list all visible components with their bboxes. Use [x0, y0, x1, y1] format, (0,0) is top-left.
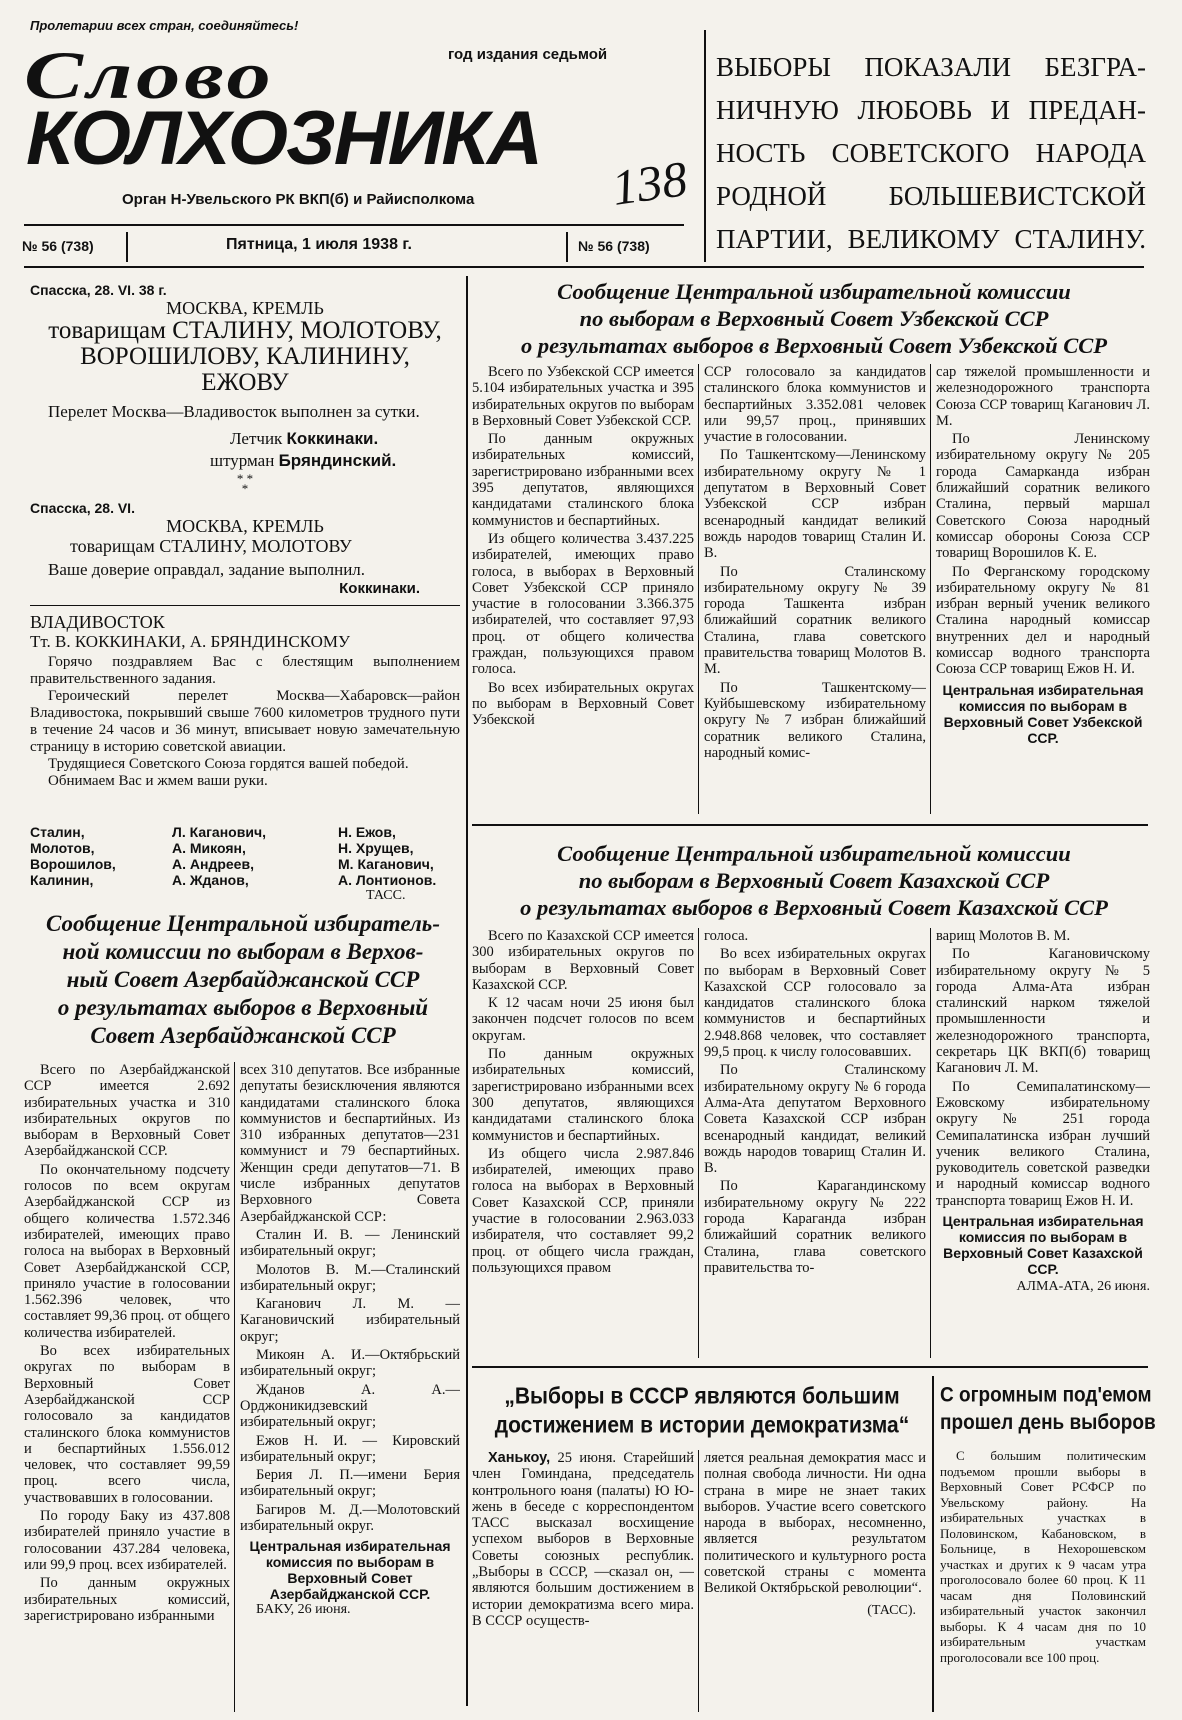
- masthead-subtitle: Орган Н-Увельского РК ВКП(б) и Райисполкома: [122, 191, 475, 208]
- democracy-heading-line: достижением в истории демократизма“: [494, 1413, 910, 1438]
- reply-place: ВЛАДИВОСТОК: [30, 612, 165, 632]
- kazakh-heading-line: о результатах выборов в Верховный Совет Казахской ССР: [520, 895, 1108, 920]
- kazakh-col-rule: [930, 928, 931, 1358]
- top-slogan: [716, 46, 1146, 261]
- telegram2-to: МОСКВА, КРЕМЛЬ: [166, 516, 324, 536]
- democracy-paragraph: [472, 1450, 694, 1629]
- issue-number-left: № 56 (738): [22, 238, 94, 254]
- azerbaijan-paragraph: Берия Л. П.—имени Берия избирательный округ;: [240, 1467, 460, 1500]
- reply-paragraph: Героический перелет Москва—Хабаровск—район Владивостока, покрывший свыше 7600 километров трудного пути в течение 24 часов и 36 минут, вписывает новую замечательную страницу в историю советской авиации.: [30, 688, 460, 755]
- telegram1-names: [30, 318, 460, 396]
- democracy-dateline: Ханькоу,: [488, 1450, 551, 1466]
- column-rule-main: [466, 276, 468, 1706]
- uzbek-paragraph: Из общего количества 3.437.225 избирателей, имеющих право голоса, в выборах в Верховный Совет Узбекской ССР приняло участие в голосовании 3.366.375 избирателей, что составляет 97,93 проц. от общего количества граждан, пользующихся правом голоса.: [472, 530, 694, 678]
- uzbek-paragraph: сар тяжелой промышленности и железнодорожного транспорта Союза ССР товарищ Каганович Л. М.: [936, 364, 1150, 429]
- uzbek-heading: [476, 278, 1152, 359]
- uzbek-col3: [936, 364, 1150, 814]
- issue-divider-right: [566, 232, 568, 262]
- uzbek-paragraph: ССР голосовало за кандидатов сталинского блока коммунистов и беспартийных 3.352.081 человек или 99,57 проц., принявших участие в голосовании.: [704, 364, 926, 446]
- uzbek-paragraph: По данным окружных избирательных комиссий, зарегистрировано избранными всех 395 депутатов, являющихся кандидатами сталинского блока коммунистов и беспартийных.: [472, 431, 694, 529]
- democracy-paragraph: ляется реальная демократия масс и полная свобода личности. Ни одна страна в мире не знает таких выборов. Участие всего советского народа в выборах, несомненно, является результатом политического и культурного роста советской страны с момента Великой Октябрьской революции“.: [704, 1450, 926, 1597]
- azerbaijan-paragraph: Молотов В. М.—Сталинский избирательный округ;: [240, 1261, 460, 1294]
- stars-separator: * * *: [236, 471, 254, 496]
- issue-divider-left: [126, 232, 128, 262]
- democracy-tass: (ТАСС).: [867, 1602, 916, 1618]
- kazakh-heading: [476, 840, 1152, 921]
- reply-text: [30, 654, 460, 790]
- signer: Н. Ежов,: [338, 824, 396, 840]
- azerbaijan-paragraph: всех 310 депутатов. Все избранные депутаты безисключения являются кандидатами сталинского блока коммунистов и беспартийных. Из 310 избранных депутатов—231 коммунист и 79 беспартийных. Женщин среди депутатов—71. В числе избранных депутатов Верховного Совета Азербайджанской ССР:: [240, 1062, 460, 1225]
- azerbaijan-paragraph: Ежов Н. И. — Кировский избирательный округ;: [240, 1432, 460, 1465]
- azerbaijan-paragraph: Микоян А. И.—Октябрьский избирательный округ;: [240, 1347, 460, 1380]
- local-heading-line: прошел день выборов: [940, 1411, 1156, 1435]
- uzbek-paragraph: По Ташкентскому—Ленинскому избирательному округу № 1 депутатом в Верховный Совет Узбекской ССР избран всенародный кандидат великий вождь народов товарищ Сталин И. В.: [704, 447, 926, 562]
- kazakh-col3: [936, 928, 1150, 1358]
- azerbaijan-heading-line: Совет Азербайджанской ССР: [90, 1023, 396, 1048]
- uzbek-col2: [704, 364, 926, 814]
- azerbaijan-signature: Центральная избирательная комиссия по выборам в Верховный Совет Азербайджанской ССР.: [249, 1538, 451, 1603]
- azerbaijan-paragraph: По данным окружных избирательных комиссий, зарегистрировано избранными: [24, 1575, 230, 1624]
- reply-paragraph: Трудящиеся Советского Союза гордятся вашей победой.: [48, 756, 409, 772]
- telegram1-navigator: Бряндинский.: [278, 451, 397, 470]
- telegram-divider: [30, 605, 460, 606]
- azerbaijan-paragraph: По окончательному подсчету голосов по всем округам Азербайджанской ССР из общего количества 1.572.346 избирателей, имеющих право голоса на выборах в Верховный Совет Азербайджанской ССР, приняло участие в голосовании 1.562.396 человек, что составляет 99,36 проц. от общего количества избирателей.: [24, 1161, 230, 1341]
- local-text: [940, 1448, 1146, 1712]
- top-slogan-line: НОСТЬ СОВЕТСКОГО НАРОДА: [716, 138, 1146, 168]
- kazakh-paragraph: К 12 часам ночи 25 июня был закончен подсчет голосов по всем округам.: [472, 995, 694, 1044]
- signer: М. Каганович,: [338, 856, 434, 872]
- uzbek-signature: Центральная избирательная комиссия по выборам в Верховный Совет Узбекской ССР.: [942, 681, 1144, 746]
- uzbek-paragraph: Во всех избирательных округах по выборам в Верховный Совет Узбекской: [472, 679, 694, 729]
- kazakh-paragraph: Из общего числа 2.987.846 избирателей, имеющих право голоса на выборах в Верховный Совет Казахской ССР, приняли участие в голосовании 2.963.033 избирателя, что составляет 99,2 проц. от общего числа граждан, пользующихся правом: [472, 1145, 694, 1276]
- uzbek-bottom-rule: [472, 824, 1148, 826]
- democracy-col-rule: [698, 1450, 699, 1712]
- masthead-title-main: КОЛХОЗНИКА: [26, 96, 541, 181]
- azerbaijan-paragraph: Каганович Л. М. — Кагановичский избирательный округ;: [240, 1296, 460, 1345]
- top-slogan-line: РОДНОЙ БОЛЬШЕВИСТСКОЙ: [716, 181, 1146, 211]
- reply-paragraph: Обнимаем Вас и жмем ваши руки.: [48, 773, 268, 789]
- kazakh-col1: [472, 928, 694, 1358]
- uzbek-paragraph: По Ленинскому избирательному округу № 205 города Самарканда избран ближайший соратник великого Сталина, первый маршал Советского Союза народный комиссар обороны Союза ССР товарищ Ворошилов К. Е.: [936, 431, 1150, 562]
- azerbaijan-paragraph: Всего по Азербайджанской ССР имеется 2.692 избирательных участка и 310 избирательных округов по выборам в Верховный Совет Азербайджанской ССР.: [24, 1062, 230, 1160]
- kazakh-paragraph: Во всех избирательных округах по выборам в Верховный Совет Казахской ССР голосовало за кандидатов сталинского блока коммунистов и беспартийных 2.948.868 человек, что составляет 99,5 проц. к числу голосовавших.: [704, 946, 926, 1061]
- signer: Молотов,: [30, 840, 95, 856]
- kazakh-bottom-rule: [472, 1366, 1148, 1368]
- telegram1-role: Летчик: [230, 429, 283, 448]
- top-slogan-line: ПАРТИИ, ВЕЛИКОМУ СТАЛИНУ.: [716, 224, 1146, 254]
- signer: А. Андреев,: [172, 856, 254, 872]
- local-heading: [940, 1382, 1156, 1437]
- azerbaijan-paragraph: Багиров М. Д.—Молотовский избирательный округ.: [240, 1501, 460, 1535]
- signer: А. Лонтионов.: [338, 872, 437, 888]
- masthead-title-top: Слово: [24, 37, 275, 113]
- kazakh-heading-line: по выборам в Верховный Совет Казахской ССР: [578, 868, 1050, 893]
- uzbek-paragraph: По Ташкентскому—Куйбышевскому избирательному округу № 7 избран ближайший соратник великого Сталина, народный комис-: [704, 679, 926, 761]
- issue-number-right: № 56 (738): [578, 238, 650, 254]
- democracy-col2: [704, 1450, 926, 1712]
- slogan: Пролетарии всех стран, соединяйтесь!: [30, 18, 299, 33]
- masthead-vertical-rule: [704, 30, 706, 262]
- azerbaijan-place: БАКУ, 26 июня.: [256, 1602, 351, 1618]
- kazakh-paragraph: варищ Молотов В. М.: [936, 928, 1071, 944]
- signer: Л. Каганович,: [172, 824, 266, 840]
- local-paragraph: С большим политическим подъемом прошли выборы в Верховный Совет РСФСР по Увельскому району. На избирательных участках в Половинском, Кабановском, в Больнице, в Нехорошевском участках и других к 9 часам утра проголосовало более 60 проц. К 11 часам дня Половинский избирательный участок закончил выборы. К 4 часам дня по 10 избирательным участкам проголосовали все 100 проц.: [940, 1448, 1146, 1665]
- uzbek-heading-line: о результатах выборов в Верховный Совет Узбекской ССР: [521, 333, 1107, 358]
- telegram2-text: Ваше доверие оправдал, задание выполнил.: [48, 560, 366, 579]
- kazakh-paragraph: По Семипалатинскому—Ежовскому избирательному округу № 251 города Семипалатинска избран лучший ученик великого Сталина, руководитель советской разведки и народный комиссар водного транспорта товарищ Ежов Н. И.: [936, 1078, 1150, 1209]
- azerbaijan-heading: [26, 910, 460, 1050]
- signer: А. Жданов,: [172, 872, 249, 888]
- signer: Ворошилов,: [30, 856, 116, 872]
- signer: А. Микоян,: [172, 840, 246, 856]
- signer: Сталин,: [30, 824, 85, 840]
- uzbek-paragraph: По Ферганскому городскому избирательному округу № 81 избран верный ученик великого Сталина народный комиссар внутренних дел и народный комиссар водного транспорта Союза ССР товарищ Ежов Н. И.: [936, 563, 1150, 678]
- local-rule: [932, 1376, 934, 1712]
- azerbaijan-paragraph: Жданов А. А.—Орджоникидзевский избирательный округ;: [240, 1381, 460, 1431]
- telegram1-name-line: ВОРОШИЛОВУ, КАЛИНИНУ,: [80, 343, 410, 370]
- uzbek-heading-line: Сообщение Центральной избирательной комиссии: [557, 279, 1071, 304]
- top-slogan-line: НИЧНУЮ ЛЮБОВЬ И ПРЕДАН-: [716, 95, 1146, 125]
- uzbek-heading-line: по выборам в Верховный Совет Узбекской ССР: [579, 306, 1049, 331]
- azerbaijan-col1: [24, 1062, 230, 1712]
- kazakh-col2: [704, 928, 926, 1358]
- publication-year: год издания седьмой: [448, 46, 608, 63]
- uzbek-paragraph: Всего по Узбекской ССР имеется 5.104 избирательных участка и 395 избирательных округов по выборам в Верховный Совет Узбекской ССР.: [472, 364, 694, 429]
- azerbaijan-heading-line: о результатах выборов в Верховный: [57, 995, 429, 1020]
- azerbaijan-col-rule: [234, 1062, 235, 1712]
- telegram1-place: Спасска, 28. VI. 38 г.: [30, 282, 167, 298]
- kazakh-col-rule: [698, 928, 699, 1358]
- democracy-col1: [472, 1450, 694, 1712]
- flight-telegrams: [30, 282, 460, 790]
- telegram1-signature: [30, 428, 460, 472]
- democracy-heading: [474, 1382, 930, 1440]
- democracy-heading-line: „Выборы в СССР являются большим: [504, 1384, 900, 1409]
- masthead-rule: [24, 224, 684, 226]
- uzbek-col1: [472, 364, 694, 814]
- signer: Калинин,: [30, 872, 94, 888]
- issue-date: Пятница, 1 июля 1938 г.: [226, 236, 412, 253]
- azerbaijan-col2: [240, 1062, 460, 1712]
- kazakh-signature: Центральная избирательная комиссия по выборам в Верховный Совет Казахской ССР.: [942, 1213, 1144, 1278]
- democracy-text: 25 июня. Старейший член Гоминдана, председатель контрольного юаня (палаты) Ю Ю-жень в беседе с корреспондентом ТАСС высказал восхищение успехом выборов в Верховные Советы союзных республик. „Выборы в СССР, —сказал он, — являются большим достижением в истории демократизма всего мира. В СССР осуществ-: [472, 1450, 694, 1629]
- telegram2-signature: Коккинаки.: [339, 580, 420, 597]
- kazakh-paragraph: По данным окружных избирательных комиссий, зарегистрировано избранными всех 300 депутатов, являющихся кандидатами сталинского блока коммунистов и беспартийных.: [472, 1046, 694, 1144]
- kazakh-paragraph: По Кагановичскому избирательному округу № 5 города Алма-Ата избран сталинский нарком тяжелой промышленности и железнодорожного транспорта, секретарь ЦК ВКП(б) товарищ Каганович Л. М.: [936, 946, 1150, 1077]
- azerbaijan-paragraph: Сталин И. В. — Ленинский избирательный округ;: [240, 1226, 460, 1260]
- telegram1-pilot: Коккинаки.: [286, 429, 379, 448]
- kazakh-paragraph: По Карагандинскому избирательному округу № 222 города Караганда избран ближайший соратник великого Сталина, глава советского правительства то-: [704, 1178, 926, 1276]
- kazakh-heading-line: Сообщение Центральной избирательной комиссии: [557, 841, 1071, 866]
- header-bottom-rule: [24, 266, 1144, 268]
- telegram1-text: Перелет Москва—Владивосток выполнен за сутки.: [48, 402, 420, 421]
- reply-paragraph: Горячо поздравляем Вас с блестящим выполнением правительственного задания.: [30, 654, 460, 687]
- telegram1-to: МОСКВА, КРЕМЛЬ: [166, 298, 324, 318]
- telegram1-name-line: ЕЖОВУ: [201, 369, 289, 396]
- uzbek-paragraph: По Сталинскому избирательному округу № 39 города Ташкента избран ближайший соратник великого Сталина, глава советского правительства товарищ Молотов В. М.: [704, 563, 926, 678]
- uzbek-col-rule: [698, 364, 699, 814]
- telegram2-names: товарищам СТАЛИНУ, МОЛОТОВУ: [70, 536, 352, 556]
- uzbek-col-rule: [930, 364, 931, 814]
- kazakh-place: АЛМА-АТА, 26 июня.: [1016, 1279, 1150, 1295]
- kazakh-paragraph: голоса.: [704, 928, 749, 944]
- azerbaijan-heading-line: ной комиссии по выборам в Верхов-: [62, 939, 424, 964]
- telegram2-place: Спасска, 28. VI.: [30, 500, 135, 516]
- kazakh-paragraph: Всего по Казахской ССР имеется 300 избирательных округов по выборам в Верховный Совет Казахской ССР.: [472, 928, 694, 993]
- azerbaijan-heading-line: Сообщение Центральной избиратель-: [46, 911, 440, 936]
- telegram1-name-line: товарищам СТАЛИНУ, МОЛОТОВУ,: [48, 317, 442, 344]
- local-heading-line: С огромным под'емом: [940, 1383, 1152, 1407]
- azerbaijan-paragraph: Во всех избирательных округах по выборам в Верховный Совет Азербайджанской ССР голосовало за кандидатов сталинского блока коммунистов и беспартийных 1.556.012 человек, что составляет 99,59 проц. всего числа, участвовавших в голосовании.: [24, 1343, 230, 1506]
- reply-to: Тт. В. КОККИНАКИ, А. БРЯНДИНСКОМУ: [30, 632, 351, 651]
- azerbaijan-paragraph: По городу Баку из 437.808 избирателей приняло участие в голосовании 437.284 человека, или 99,9 проц. всех избирателей.: [24, 1508, 230, 1573]
- top-slogan-line: ВЫБОРЫ ПОКАЗАЛИ БЕЗГРА-: [716, 52, 1146, 82]
- azerbaijan-heading-line: ный Совет Азербайджанской ССР: [66, 967, 420, 992]
- handwritten-number: 138: [608, 150, 691, 216]
- signer: Н. Хрущев,: [338, 840, 414, 856]
- kazakh-paragraph: По Сталинскому избирательному округу № 6 города Алма-Ата депутатом Верховного Совета Казахской ССР избран всенародный кандидат, великий вождь народов товарищ Сталин И. В.: [704, 1062, 926, 1177]
- tass-signature: ТАСС.: [366, 888, 406, 903]
- telegram1-role: штурман: [210, 451, 275, 470]
